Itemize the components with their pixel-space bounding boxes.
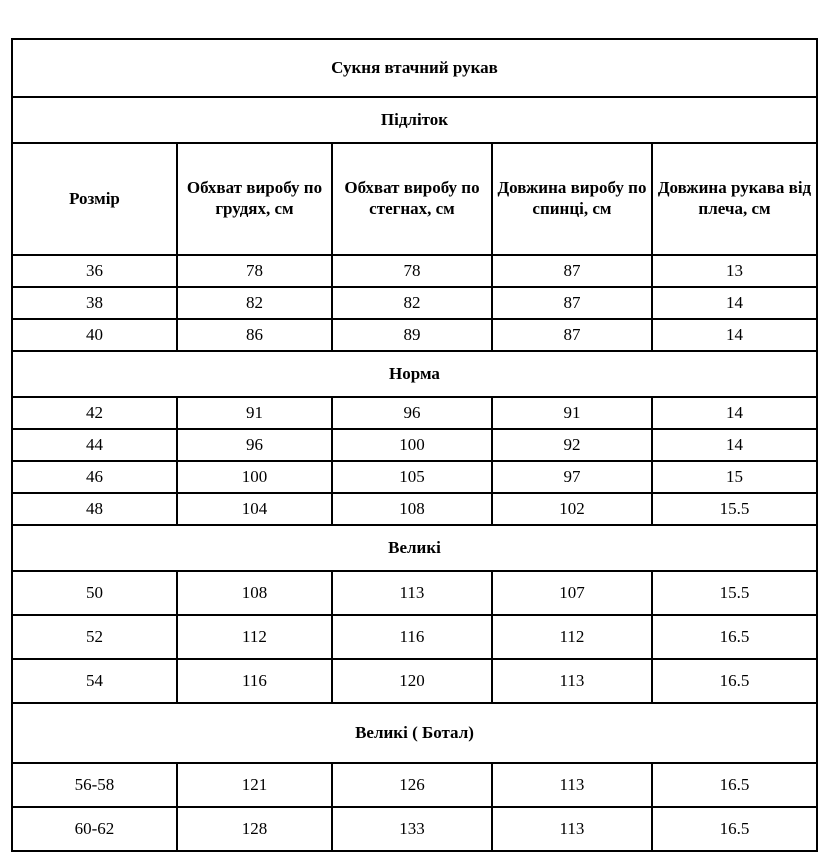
cell-chest: 112 <box>177 615 332 659</box>
cell-hips: 108 <box>332 493 492 525</box>
section-heading-large: Великі <box>12 525 817 571</box>
cell-back-length: 97 <box>492 461 652 493</box>
cell-back-length: 113 <box>492 763 652 807</box>
section-heading-botal: Великі ( Ботал) <box>12 703 817 763</box>
table-row <box>12 571 817 615</box>
table-row <box>12 255 817 287</box>
title-row <box>12 39 817 97</box>
size-chart-table <box>11 38 818 852</box>
cell-back-length: 91 <box>492 397 652 429</box>
table-row <box>12 763 817 807</box>
cell-back-length: 87 <box>492 255 652 287</box>
column-header-row <box>12 143 817 255</box>
cell-chest: 121 <box>177 763 332 807</box>
column-header-size: Розмір <box>12 143 177 255</box>
table-row <box>12 807 817 851</box>
cell-sleeve-length: 13 <box>652 255 817 287</box>
subtitle-row <box>12 97 817 143</box>
cell-size: 42 <box>12 397 177 429</box>
cell-back-length: 113 <box>492 807 652 851</box>
cell-sleeve-length: 14 <box>652 397 817 429</box>
cell-hips: 78 <box>332 255 492 287</box>
section-row <box>12 351 817 397</box>
cell-sleeve-length: 14 <box>652 319 817 351</box>
cell-sleeve-length: 14 <box>652 429 817 461</box>
cell-hips: 89 <box>332 319 492 351</box>
page-title: Сукня втачний рукав <box>12 39 817 97</box>
cell-size: 48 <box>12 493 177 525</box>
column-header-sleeve-length: Довжина рукава від плеча, см <box>652 143 817 255</box>
cell-hips: 96 <box>332 397 492 429</box>
cell-sleeve-length: 16.5 <box>652 807 817 851</box>
cell-size: 50 <box>12 571 177 615</box>
cell-sleeve-length: 14 <box>652 287 817 319</box>
cell-size: 46 <box>12 461 177 493</box>
column-header-hips: Обхват виробу по стегнах, см <box>332 143 492 255</box>
table-row <box>12 493 817 525</box>
column-header-chest: Обхват виробу по грудях, см <box>177 143 332 255</box>
cell-sleeve-length: 16.5 <box>652 763 817 807</box>
cell-chest: 82 <box>177 287 332 319</box>
cell-chest: 78 <box>177 255 332 287</box>
table-row <box>12 287 817 319</box>
cell-hips: 105 <box>332 461 492 493</box>
cell-chest: 104 <box>177 493 332 525</box>
cell-back-length: 87 <box>492 319 652 351</box>
cell-chest: 91 <box>177 397 332 429</box>
cell-hips: 82 <box>332 287 492 319</box>
cell-size: 52 <box>12 615 177 659</box>
cell-size: 36 <box>12 255 177 287</box>
cell-size: 60-62 <box>12 807 177 851</box>
cell-sleeve-length: 15 <box>652 461 817 493</box>
cell-size: 44 <box>12 429 177 461</box>
cell-back-length: 107 <box>492 571 652 615</box>
cell-back-length: 92 <box>492 429 652 461</box>
cell-chest: 96 <box>177 429 332 461</box>
cell-hips: 120 <box>332 659 492 703</box>
section-heading-teen: Підліток <box>12 97 817 143</box>
section-heading-norma: Норма <box>12 351 817 397</box>
cell-back-length: 113 <box>492 659 652 703</box>
cell-hips: 116 <box>332 615 492 659</box>
table-row <box>12 615 817 659</box>
cell-back-length: 87 <box>492 287 652 319</box>
cell-hips: 133 <box>332 807 492 851</box>
cell-chest: 86 <box>177 319 332 351</box>
section-row <box>12 703 817 763</box>
cell-hips: 113 <box>332 571 492 615</box>
table-row <box>12 397 817 429</box>
cell-chest: 116 <box>177 659 332 703</box>
cell-back-length: 112 <box>492 615 652 659</box>
cell-sleeve-length: 16.5 <box>652 659 817 703</box>
table-row <box>12 461 817 493</box>
table-body <box>12 39 817 851</box>
table-row <box>12 659 817 703</box>
cell-hips: 100 <box>332 429 492 461</box>
section-row <box>12 525 817 571</box>
cell-sleeve-length: 15.5 <box>652 571 817 615</box>
column-header-back-length: Довжина виробу по спинці, см <box>492 143 652 255</box>
cell-chest: 100 <box>177 461 332 493</box>
cell-sleeve-length: 15.5 <box>652 493 817 525</box>
cell-chest: 128 <box>177 807 332 851</box>
cell-size: 38 <box>12 287 177 319</box>
cell-back-length: 102 <box>492 493 652 525</box>
cell-hips: 126 <box>332 763 492 807</box>
table-row <box>12 429 817 461</box>
cell-size: 40 <box>12 319 177 351</box>
cell-size: 54 <box>12 659 177 703</box>
cell-sleeve-length: 16.5 <box>652 615 817 659</box>
table-row <box>12 319 817 351</box>
cell-size: 56-58 <box>12 763 177 807</box>
cell-chest: 108 <box>177 571 332 615</box>
